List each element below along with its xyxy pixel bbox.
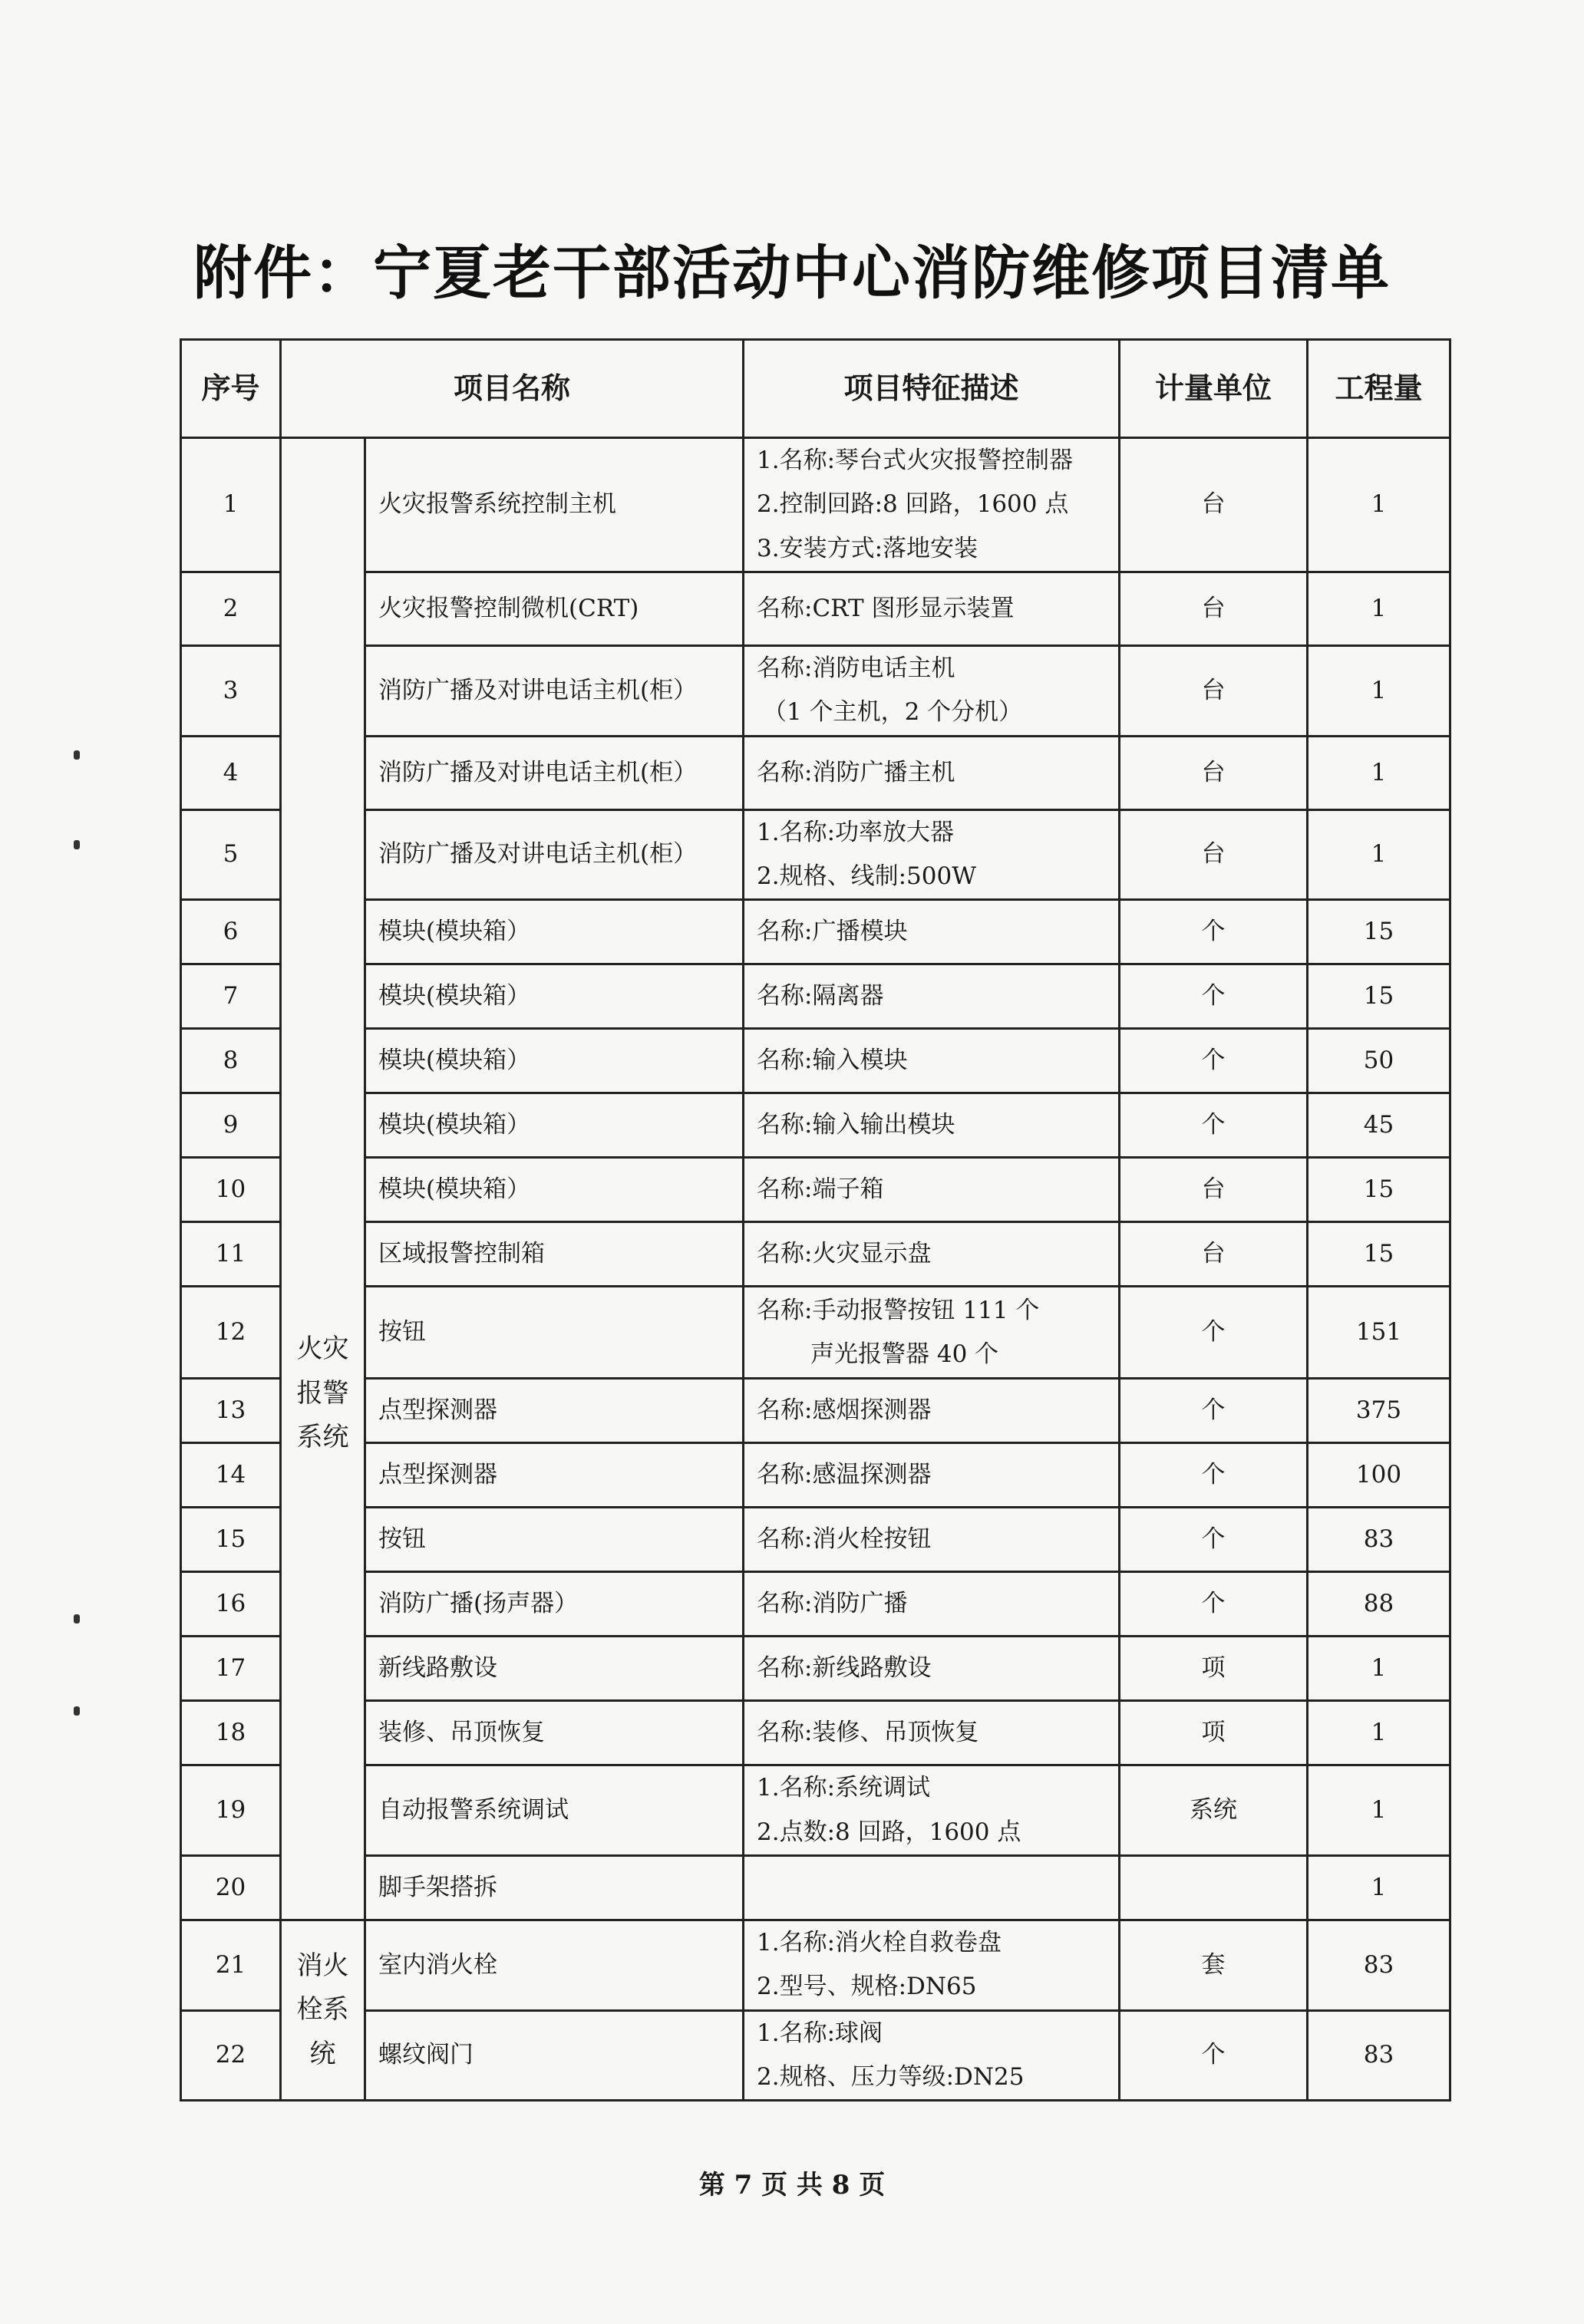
page-footer: 第 7 页 共 8 页 — [698, 2170, 886, 2200]
row-number: 1 — [181, 438, 281, 572]
item-description — [744, 646, 1120, 737]
item-quantity: 15 — [1308, 900, 1450, 964]
item-description — [744, 1701, 1120, 1765]
table-row — [181, 438, 1450, 572]
item-quantity: 45 — [1308, 1093, 1450, 1158]
description-line: （1 个主机，2 个分机） — [763, 698, 1023, 727]
item-name: 模块(模块箱） — [365, 1158, 744, 1222]
item-name: 按钮 — [365, 1287, 744, 1379]
description-line: 名称:消防电话主机 — [757, 654, 955, 683]
item-description — [744, 572, 1120, 646]
table-row — [181, 1920, 1450, 2011]
item-quantity: 83 — [1308, 1508, 1450, 1572]
description-line: 名称:火灾显示盘 — [757, 1240, 932, 1268]
table-row — [181, 1093, 1450, 1158]
item-quantity: 15 — [1308, 1222, 1450, 1287]
item-name: 火灾报警系统控制主机 — [365, 438, 744, 572]
row-number: 17 — [181, 1637, 281, 1701]
item-name: 消防广播及对讲电话主机(柜） — [365, 646, 744, 737]
item-quantity: 1 — [1308, 1637, 1450, 1701]
description-line: 名称:消防广播 — [757, 1590, 908, 1618]
row-number: 2 — [181, 572, 281, 646]
item-quantity: 375 — [1308, 1379, 1450, 1443]
item-quantity: 83 — [1308, 1920, 1450, 2011]
item-quantity: 1 — [1308, 1856, 1450, 1920]
item-unit: 台 — [1120, 736, 1308, 809]
item-quantity: 1 — [1308, 438, 1450, 572]
item-quantity: 1 — [1308, 736, 1450, 809]
description-line: 名称:端子箱 — [757, 1175, 884, 1204]
description-line: 名称:消火栓按钮 — [757, 1525, 932, 1554]
item-name: 消防广播及对讲电话主机(柜） — [365, 809, 744, 900]
item-name: 模块(模块箱） — [365, 964, 744, 1029]
description-line: 1.名称:功率放大器 — [757, 818, 955, 846]
item-description — [744, 1856, 1120, 1920]
description-line: 2.规格、线制:500W — [757, 862, 977, 891]
row-number: 8 — [181, 1029, 281, 1093]
description-line: 名称:CRT 图形显示装置 — [757, 594, 1015, 622]
item-unit: 个 — [1120, 1029, 1308, 1093]
table-row — [181, 1701, 1450, 1765]
row-number: 13 — [181, 1379, 281, 1443]
item-description — [744, 1093, 1120, 1158]
item-unit: 项 — [1120, 1637, 1308, 1701]
description-line: 名称:隔离器 — [757, 982, 884, 1010]
item-description — [744, 964, 1120, 1029]
description-line: 2.控制回路:8 回路，1600 点 — [757, 490, 1069, 519]
item-description — [744, 1637, 1120, 1701]
row-number: 16 — [181, 1572, 281, 1637]
description-line: 名称:输入输出模块 — [757, 1111, 955, 1139]
scan-mark — [74, 840, 80, 849]
category-cell — [281, 1920, 365, 2101]
item-description — [744, 1222, 1120, 1287]
item-description — [744, 900, 1120, 964]
item-unit: 个 — [1120, 1379, 1308, 1443]
item-unit: 个 — [1120, 2010, 1308, 2101]
category-label: 消火栓系统 — [296, 1950, 349, 2070]
description-line: 名称:输入模块 — [757, 1047, 908, 1075]
table-row — [181, 1572, 1450, 1637]
item-name: 点型探测器 — [365, 1443, 744, 1508]
item-name: 区域报警控制箱 — [365, 1222, 744, 1287]
description-line: 2.点数:8 回路，1600 点 — [757, 1818, 1021, 1846]
table-row — [181, 1765, 1450, 1856]
description-line: 名称:广播模块 — [757, 918, 908, 946]
item-unit: 台 — [1120, 1222, 1308, 1287]
table-row — [181, 1443, 1450, 1508]
item-quantity: 88 — [1308, 1572, 1450, 1637]
item-description — [744, 1029, 1120, 1093]
row-number: 21 — [181, 1920, 281, 2011]
item-quantity: 1 — [1308, 809, 1450, 900]
table-row — [181, 1508, 1450, 1572]
row-number: 12 — [181, 1287, 281, 1379]
item-description — [744, 809, 1120, 900]
description-line: 名称:消防广播主机 — [757, 758, 955, 786]
scan-mark — [74, 750, 80, 760]
item-description — [744, 438, 1120, 572]
item-quantity: 1 — [1308, 1701, 1450, 1765]
item-quantity: 15 — [1308, 964, 1450, 1029]
row-number: 14 — [181, 1443, 281, 1508]
row-number: 18 — [181, 1701, 281, 1765]
table-row — [181, 1158, 1450, 1222]
item-unit: 个 — [1120, 964, 1308, 1029]
item-name: 模块(模块箱） — [365, 900, 744, 964]
item-unit — [1120, 1856, 1308, 1920]
description-line: 1.名称:琴台式火灾报警控制器 — [757, 447, 1074, 474]
item-description — [744, 1508, 1120, 1572]
description-line: 名称:新线路敷设 — [757, 1654, 932, 1683]
item-description — [744, 2010, 1120, 2101]
row-number: 3 — [181, 646, 281, 737]
item-name: 消防广播(扬声器） — [365, 1572, 744, 1637]
table-row — [181, 646, 1450, 737]
item-name: 新线路敷设 — [365, 1637, 744, 1701]
item-unit: 系统 — [1120, 1765, 1308, 1856]
row-number: 5 — [181, 809, 281, 900]
item-unit: 个 — [1120, 1508, 1308, 1572]
description-line: 声光报警器 40 个 — [810, 1340, 999, 1368]
description-line: 1.名称:系统调试 — [757, 1774, 931, 1802]
table-row — [181, 900, 1450, 964]
item-name: 室内消火栓 — [365, 1920, 744, 2011]
description-line: 名称:手动报警按钮 111 个 — [757, 1296, 1040, 1324]
category-label: 火灾报警系统 — [296, 1333, 349, 1453]
item-unit: 个 — [1120, 1287, 1308, 1379]
table-row — [181, 1637, 1450, 1701]
item-name: 螺纹阀门 — [365, 2010, 744, 2101]
item-description — [744, 1158, 1120, 1222]
page-title: 附件：宁夏老干部活动中心消防维修项目清单 — [193, 239, 1391, 307]
header-name: 项目名称 — [281, 340, 744, 438]
row-number: 7 — [181, 964, 281, 1029]
item-unit: 个 — [1120, 900, 1308, 964]
item-name: 按钮 — [365, 1508, 744, 1572]
item-unit: 个 — [1120, 1093, 1308, 1158]
description-line: 1.名称:球阀 — [757, 2019, 883, 2047]
scan-mark — [74, 1614, 80, 1624]
table-row — [181, 1287, 1450, 1379]
item-quantity: 1 — [1308, 646, 1450, 737]
item-quantity: 1 — [1308, 572, 1450, 646]
item-quantity: 83 — [1308, 2010, 1450, 2101]
item-name: 自动报警系统调试 — [365, 1765, 744, 1856]
item-description — [744, 1379, 1120, 1443]
item-name: 消防广播及对讲电话主机(柜） — [365, 736, 744, 809]
row-number: 4 — [181, 736, 281, 809]
item-unit: 台 — [1120, 572, 1308, 646]
item-quantity: 15 — [1308, 1158, 1450, 1222]
description-line: 3.安装方式:落地安装 — [757, 534, 978, 562]
row-number: 9 — [181, 1093, 281, 1158]
item-name: 模块(模块箱） — [365, 1029, 744, 1093]
header-unit: 计量单位 — [1120, 340, 1308, 438]
table-row — [181, 964, 1450, 1029]
header-qty: 工程量 — [1308, 340, 1450, 438]
item-unit: 台 — [1120, 809, 1308, 900]
row-number: 20 — [181, 1856, 281, 1920]
item-unit: 台 — [1120, 1158, 1308, 1222]
table-row — [181, 1029, 1450, 1093]
table-row — [181, 736, 1450, 809]
category-cell — [281, 438, 365, 1920]
item-unit: 台 — [1120, 438, 1308, 572]
item-name: 脚手架搭拆 — [365, 1856, 744, 1920]
item-description — [744, 1287, 1120, 1379]
item-description — [744, 736, 1120, 809]
item-unit: 个 — [1120, 1572, 1308, 1637]
description-line: 名称:装修、吊顶恢复 — [757, 1719, 979, 1747]
item-description — [744, 1765, 1120, 1856]
item-unit: 项 — [1120, 1701, 1308, 1765]
description-line: 2.规格、压力等级:DN25 — [757, 2063, 1025, 2092]
table-row — [181, 1856, 1450, 1920]
row-number: 11 — [181, 1222, 281, 1287]
scan-mark — [74, 1706, 80, 1716]
row-number: 6 — [181, 900, 281, 964]
description-line: 1.名称:消火栓自救卷盘 — [757, 1929, 1002, 1957]
table-row — [181, 1222, 1450, 1287]
project-list-table — [180, 338, 1451, 2101]
item-unit: 台 — [1120, 646, 1308, 737]
row-number: 15 — [181, 1508, 281, 1572]
item-unit: 个 — [1120, 1443, 1308, 1508]
description-line: 名称:感烟探测器 — [757, 1396, 932, 1425]
table-header-row — [181, 340, 1450, 438]
table-row — [181, 1379, 1450, 1443]
item-name: 火灾报警控制微机(CRT) — [365, 572, 744, 646]
row-number: 19 — [181, 1765, 281, 1856]
row-number: 10 — [181, 1158, 281, 1222]
item-quantity: 100 — [1308, 1443, 1450, 1508]
header-no: 序号 — [181, 340, 281, 438]
item-description — [744, 1443, 1120, 1508]
item-unit: 套 — [1120, 1920, 1308, 2011]
table-row — [181, 572, 1450, 646]
table-row — [181, 2010, 1450, 2101]
item-description — [744, 1920, 1120, 2011]
header-desc: 项目特征描述 — [744, 340, 1120, 438]
item-name: 点型探测器 — [365, 1379, 744, 1443]
row-number: 22 — [181, 2010, 281, 2101]
item-quantity: 151 — [1308, 1287, 1450, 1379]
item-quantity: 1 — [1308, 1765, 1450, 1856]
item-description — [744, 1572, 1120, 1637]
item-name: 装修、吊顶恢复 — [365, 1701, 744, 1765]
item-name: 模块(模块箱） — [365, 1093, 744, 1158]
description-line: 2.型号、规格:DN65 — [757, 1973, 977, 2001]
table-row — [181, 809, 1450, 900]
description-line: 名称:感温探测器 — [757, 1461, 932, 1489]
item-quantity: 50 — [1308, 1029, 1450, 1093]
